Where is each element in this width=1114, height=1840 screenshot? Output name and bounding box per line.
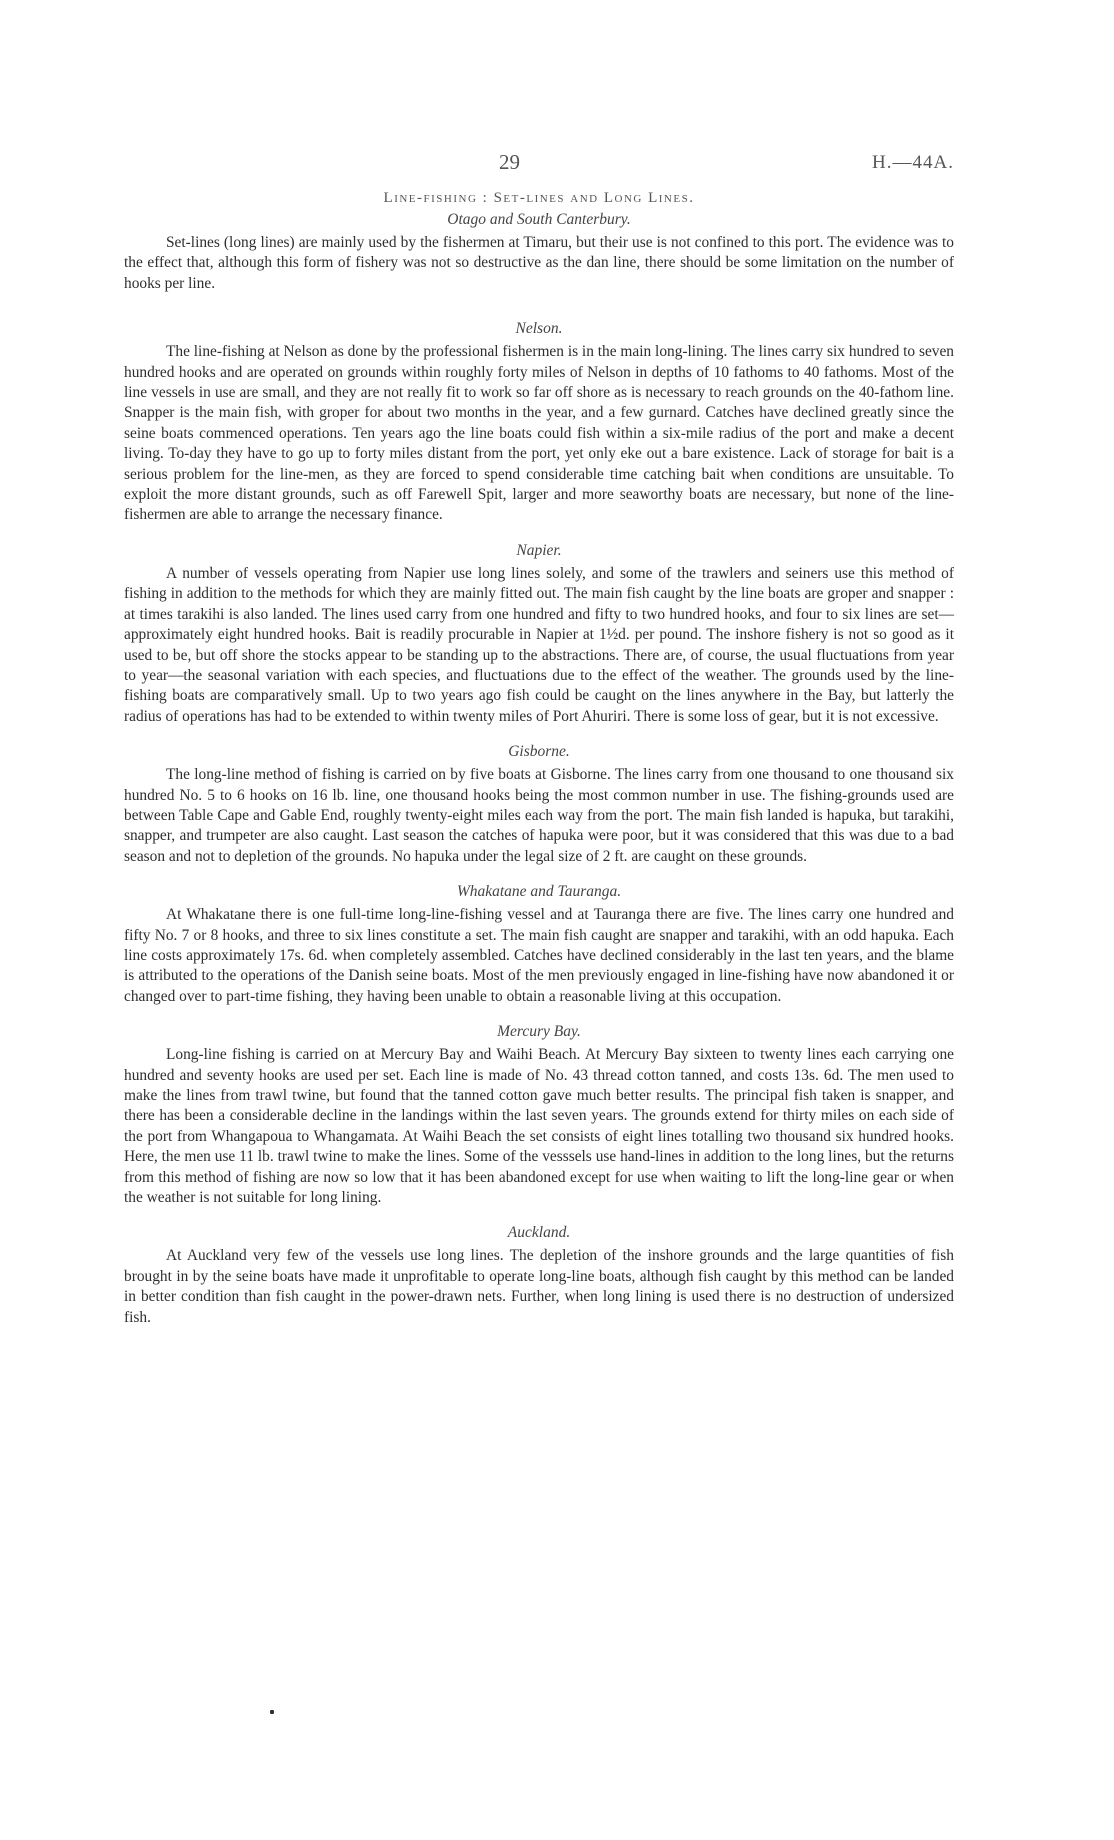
section-heading: Otago and South Canterbury.	[447, 211, 631, 228]
section-heading: Auckland.	[507, 1224, 571, 1242]
section-paragraph: The line-fishing at Nelson as done by the professional fishermen is in the main long-lining. The lines carry six hundred to seven hundred hooks and are operated on grounds within roughly forty miles of Nelson in depths of 10 fathoms to 40 fathoms. Most of the line vessels in use are small, and they are not really fit to work so far off shore as is necessary to reach grounds on the 40-fathom line. Snapper is the main fish, with groper for about two months in the year, and a few gurnard. Catches have declined greatly since the seine boats commenced operations. Ten years ago the line boats could fish within a six-mile radius of the port and make a decent living. To-day they have to go up to forty miles distant from the port, yet only eke out a bare existence. Lack of storage for bait is a serious problem for the line-men, as they are forced to spend considerable time catching bait when conditions are unsuitable. To exploit the more distant grounds, such as off Farewell Spit, larger and more seaworthy boats are necessary, but none of the line-fishermen are able to arrange the necessary finance.	[124, 343, 954, 524]
section-auckland	[124, 1224, 954, 1328]
section-heading: Napier.	[516, 541, 562, 559]
page-number: 29	[499, 150, 520, 174]
section-paragraph: Long-line fishing is carried on at Mercury Bay and Waihi Beach. At Mercury Bay sixteen to twenty lines each carrying one hundred and seventy hooks are used per set. Each line is made of No. 43 thread cotton tanned, and costs 13s. 6d. The men used to make the lines from trawl twine, but found that the tanned cotton gave much better results. The principal fish taken is snapper, and there has been a considerable decline in the landings within the last seven years. The grounds extend for thirty miles on each side of the port from Whangapoua to Whangamata. At Waihi Beach the set consists of eight lines totalling two thousand six hundred hooks. Here, the men use 11 lb. trawl twine to make the lines. Some of the vesssels use hand-lines in addition to the long lines, but the returns from this method of fishing are now so low that it has been abandoned except for use when waiting to lift the long-line gear or when the weather is not suitable for long lining.	[124, 1046, 954, 1207]
section-paragraph: A number of vessels operating from Napier use long lines solely, and some of the trawlers and seiners use this method of fishing in addition to the methods for which they are mainly fitted out. The main fish caught by the line boats are groper and snapper : at times tarakihi is also landed. The lines used carry from one hundred and fifty to two hundred hooks, and four to six lines are set—approximately eight hundred hooks. Bait is readily procurable in Napier at 1½d. per pound. The inshore fishery is not so good as it used to be, but off shore the stocks appear to be standing up to the abstractions. There are, of course, the usual fluctuations from year to year—the seasonal variation with each species, and fluctuations due to the effect of the weather. The grounds used by the line-fishing boats are comparatively small. Up to two years ago fish could be caught on the lines anywhere in the Bay, but latterly the radius of operations has had to be extended to within twenty miles of Port Ahuriri. There is some loss of gear, but it is not excessive.	[124, 564, 954, 725]
document-reference: H.—44A.	[872, 152, 954, 173]
section-heading: Whakatane and Tauranga.	[456, 883, 622, 901]
section-nelson	[124, 320, 954, 526]
section-whakatane-tauranga	[124, 883, 954, 1007]
section-paragraph: At Whakatane there is one full-time long-line-fishing vessel and at Tauranga there are five. The lines carry one hundred and fifty No. 7 or 8 hooks, and three to six lines constitute a set. The main fish caught are snapper and tarakihi, with an odd hapuka. Each line costs approximately 17s. 6d. when completely assembled. Catches have declined considerably in the last ten years, and the blame is attributed to the operations of the Danish seine boats. Most of the men previously engaged in line-fishing have now abandoned it or changed over to part-time fishing, they having been unable to obtain a reasonable living at this occupation.	[124, 906, 954, 1005]
document-page	[124, 150, 954, 1344]
section-heading: Mercury Bay.	[497, 1023, 581, 1041]
section-heading: Nelson.	[515, 320, 563, 338]
section-paragraph: The long-line method of fishing is carried on by five boats at Gisborne. The lines carry from one thousand to one thousand six hundred No. 5 to 6 hooks on 16 lb. line, one thousand hooks being the most common number in use. The fishing-grounds used are between Table Cape and Gable End, roughly twenty-eight miles each way from the port. The main fish landed is hapuka, but tarakihi, snapper, and trumpeter are also caught. Last season the catches of hapuka were poor, but it was considered that this was due to a bad season and not to depletion of the grounds. No hapuka under the legal size of 2 ft. are caught on these grounds.	[124, 766, 954, 865]
page-header	[124, 150, 954, 180]
section-mercury-bay	[124, 1023, 954, 1208]
section-paragraph: Set-lines (long lines) are mainly used by the fishermen at Timaru, but their use is not confined to this port. The evidence was to the effect that, although this form of fishery was not so destructive as the dan line, there should be some limitation on the number of hooks per line.	[124, 234, 954, 292]
main-heading: Line-fishing : Set-lines and Long Lines.	[383, 190, 695, 206]
section-heading: Gisborne.	[508, 743, 570, 761]
ink-speck	[270, 1710, 274, 1714]
section-paragraph: At Auckland very few of the vessels use long lines. The depletion of the inshore grounds and the large quantities of fish brought in by the seine boats have made it unprofitable to operate long-line boats, although fish caught by this method can be landed in better condition than fish caught in the power-drawn nets. Further, when long lining is used there is no destruction of undersized fish.	[124, 1247, 954, 1326]
section-otago	[124, 211, 954, 294]
section-gisborne	[124, 743, 954, 867]
section-napier	[124, 542, 954, 727]
